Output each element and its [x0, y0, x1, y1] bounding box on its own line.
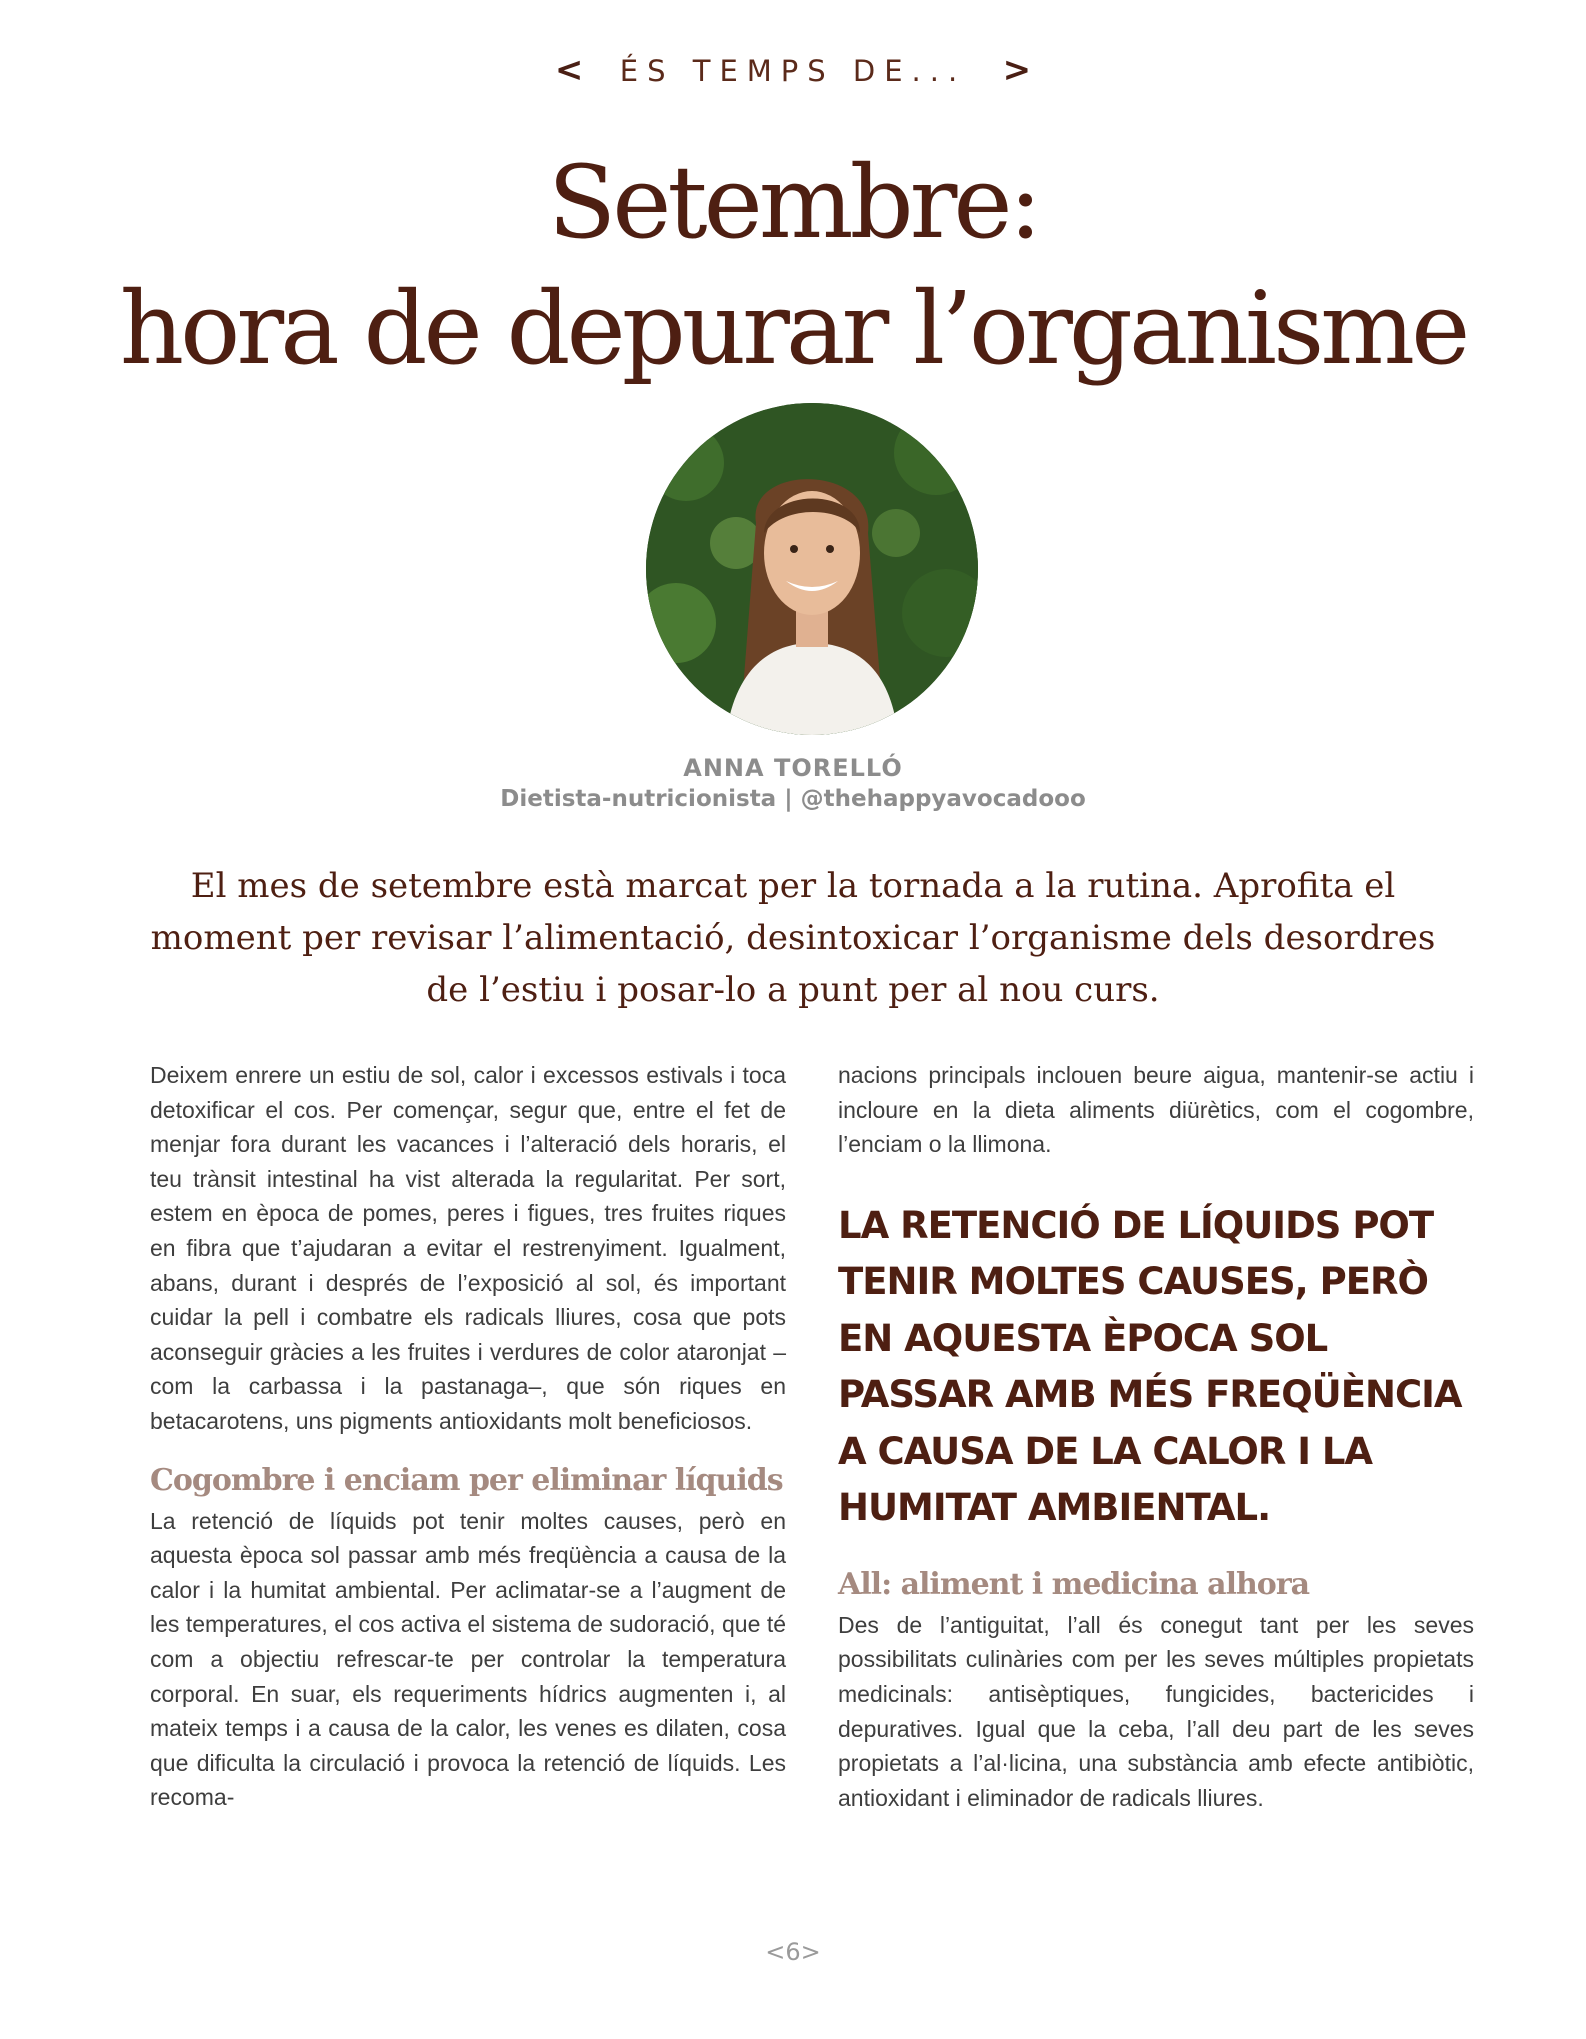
chevron-right-icon: > [800, 1938, 821, 1966]
intro-paragraph: Deixem enrere un estiu de sol, calor i excessos estivals i toca detoxificar el cos. Per començar, segur que, entre el fet de menjar fora durant les vacances i l’alteració dels horaris, el teu trànsit intestinal ha vist alterada la regularitat. Per sort, estem en època de pomes, peres i figues, tres fruites riques en fibra que t’ajudaran a evitar el restrenyiment. Igualment, abans, durant i després de l’exposició al sol, és important cuidar la pell i combatre els radicals lliures, cosa que pots aconseguir gràcies a les fruites i verdures de color ataronjat –com la carbassa i la pastanaga–, que són riques en betacarotens, uns pigments antioxidants molt beneficiosos. [150, 1062, 786, 1434]
page-number-value: 6 [785, 1938, 801, 1966]
chevron-left-icon: < [765, 1938, 786, 1966]
page-number [0, 1938, 1586, 1966]
page-title [0, 140, 1586, 392]
retention-paragraph: La retenció de líquids pot tenir moltes causes, però en aquesta època sol passar amb més freqüència a causa de la calor i la humitat ambiental. Per aclimatar-se a l’augment de les temperatures, el cos activa el sistema de sudoració, que té com a objectiu refrescar-te per controlar la temperatura corporal. En suar, els requeriments hídrics augmenten i, al mateix temps i a causa de la calor, les venes es dilaten, cosa que dificulta la circulació i provoca la retenció de líquids. Les recoma- [150, 1507, 786, 1811]
section-label: ÉS TEMPS DE... [619, 54, 967, 88]
pull-quote: LA RETENCIÓ DE LÍQUIDS POT TENIR MOLTES CAUSES, PERÒ EN AQUESTA ÈPOCA SOL PASSAR AMB MÉS FREQÜÈNCIA A CAUSA DE LA CALOR I LA HUMITAT AMBIENTAL. [838, 1203, 1462, 1530]
left-column [150, 1058, 786, 1815]
subheading-cucumber: Cogombre i enciam per eliminar líquids [150, 1462, 783, 1498]
author-name: ANNA TORELLÓ [683, 754, 903, 782]
author-role: Dietista-nutricionista | @thehappyavocadooo [500, 786, 1086, 812]
chevron-right-icon: > [1002, 50, 1032, 90]
continuation-paragraph: nacions principals inclouen beure aigua, mantenir-se actiu i incloure en la dieta aliments diürètics, com el cogombre, l’enciam o la llimona. [838, 1062, 1474, 1158]
right-column [838, 1058, 1474, 1815]
garlic-paragraph: Des de l’antiguitat, l’all és conegut tant per les seves possibilitats culinàries com per les seves múltiples propietats medicinals: antisèptiques, fungicides, bactericides i depuratives. Igual que la ceba, l’all deu part de les seves propietats a l’al·licina, una substància amb efecte antibiòtic, antioxidant i eliminador de radicals lliures. [838, 1611, 1474, 1811]
title-line-1: Setembre: [547, 144, 1039, 261]
section-tag [0, 50, 1586, 90]
lead-paragraph: El mes de setembre està marcat per la tornada a la rutina. Aprofita el moment per revisar l’alimentació, desintoxicar l’organisme dels desordres de l’estiu i posar-lo a punt per al nou curs. [150, 866, 1436, 1010]
title-line-2: hora de depurar l’organisme [119, 270, 1467, 387]
author-portrait-illustration [646, 403, 978, 735]
subheading-garlic: All: aliment i medicina alhora [838, 1566, 1310, 1602]
chevron-left-icon: < [554, 50, 584, 90]
author-avatar [646, 403, 978, 735]
